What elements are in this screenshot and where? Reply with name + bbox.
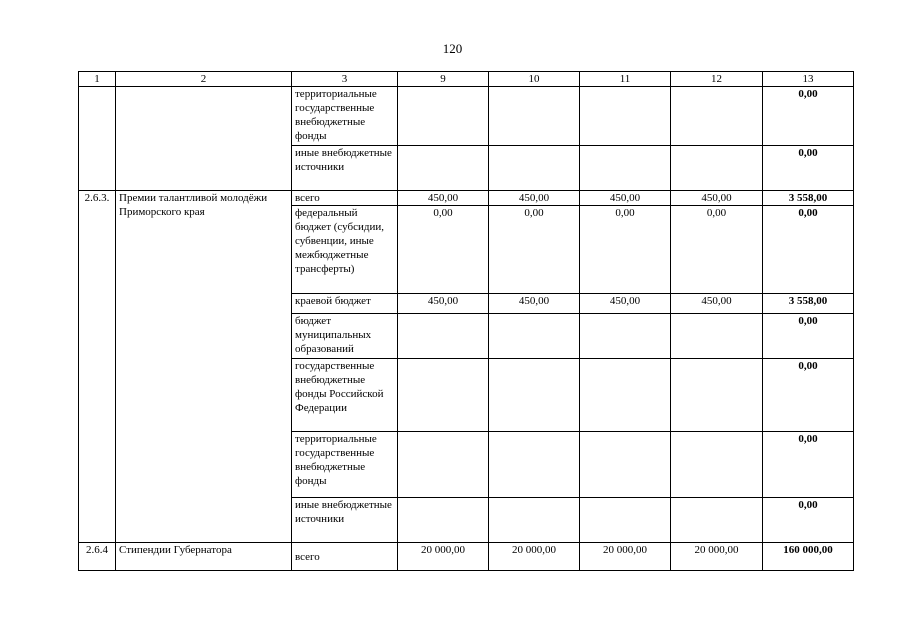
value-cell: 0,00 xyxy=(580,206,671,294)
value-cell xyxy=(580,87,671,146)
header-cell: 11 xyxy=(580,72,671,87)
source-cell: всего xyxy=(292,543,398,571)
total-cell: 0,00 xyxy=(763,314,854,359)
source-cell: федеральный бюджет (субсидии, субвенции, иные межбюджетные трансферты) xyxy=(292,206,398,294)
value-cell xyxy=(489,87,580,146)
header-cell: 3 xyxy=(292,72,398,87)
source-cell: государственные внебюджетные фонды Российской Федерации xyxy=(292,359,398,432)
header-cell: 13 xyxy=(763,72,854,87)
total-cell: 3 558,00 xyxy=(763,191,854,206)
value-cell: 450,00 xyxy=(489,191,580,206)
source-cell: территориальные государственные внебюджетные фонды xyxy=(292,87,398,146)
value-cell xyxy=(398,146,489,191)
name-cell: Премии талантливой молодёжи Приморского края xyxy=(116,191,292,543)
total-cell: 0,00 xyxy=(763,146,854,191)
value-cell xyxy=(580,498,671,543)
value-cell xyxy=(580,146,671,191)
value-cell xyxy=(580,432,671,498)
total-cell: 0,00 xyxy=(763,206,854,294)
value-cell xyxy=(489,359,580,432)
source-cell: территориальные государственные внебюджетные фонды xyxy=(292,432,398,498)
value-cell xyxy=(489,498,580,543)
value-cell xyxy=(398,359,489,432)
code-cell: 2.6.3. xyxy=(79,191,116,543)
value-cell xyxy=(671,146,763,191)
value-cell: 450,00 xyxy=(671,191,763,206)
total-cell: 0,00 xyxy=(763,87,854,146)
value-cell: 450,00 xyxy=(398,191,489,206)
table-row xyxy=(79,543,854,571)
value-cell: 0,00 xyxy=(398,206,489,294)
total-cell: 0,00 xyxy=(763,498,854,543)
value-cell: 450,00 xyxy=(489,294,580,314)
source-cell: краевой бюджет xyxy=(292,294,398,314)
total-cell: 0,00 xyxy=(763,359,854,432)
value-cell: 20 000,00 xyxy=(671,543,763,571)
value-cell: 450,00 xyxy=(671,294,763,314)
table-row xyxy=(79,191,854,206)
total-cell: 0,00 xyxy=(763,432,854,498)
value-cell: 450,00 xyxy=(398,294,489,314)
value-cell xyxy=(671,87,763,146)
value-cell xyxy=(398,87,489,146)
source-cell: бюджет муниципальных образований xyxy=(292,314,398,359)
value-cell xyxy=(671,498,763,543)
header-cell: 9 xyxy=(398,72,489,87)
total-cell: 160 000,00 xyxy=(763,543,854,571)
value-cell xyxy=(398,432,489,498)
value-cell xyxy=(671,359,763,432)
value-cell: 20 000,00 xyxy=(398,543,489,571)
source-cell: иные внебюджетные источники xyxy=(292,498,398,543)
source-cell: иные внебюджетные источники xyxy=(292,146,398,191)
value-cell xyxy=(398,314,489,359)
total-cell: 3 558,00 xyxy=(763,294,854,314)
table-row xyxy=(79,87,854,146)
value-cell xyxy=(489,432,580,498)
name-cell xyxy=(116,87,292,191)
value-cell xyxy=(671,314,763,359)
value-cell: 450,00 xyxy=(580,191,671,206)
code-cell xyxy=(79,87,116,191)
source-cell: всего xyxy=(292,191,398,206)
header-cell: 10 xyxy=(489,72,580,87)
page-number: 120 xyxy=(442,41,463,56)
value-cell xyxy=(580,314,671,359)
name-cell: Стипендии Губернатора xyxy=(116,543,292,571)
value-cell xyxy=(489,314,580,359)
value-cell: 0,00 xyxy=(489,206,580,294)
value-cell: 0,00 xyxy=(671,206,763,294)
header-cell: 1 xyxy=(79,72,116,87)
value-cell: 450,00 xyxy=(580,294,671,314)
header-cell: 2 xyxy=(116,72,292,87)
header-cell: 12 xyxy=(671,72,763,87)
budget-table xyxy=(78,71,854,571)
table-header-row xyxy=(79,72,854,87)
code-cell: 2.6.4 xyxy=(79,543,116,571)
value-cell xyxy=(489,146,580,191)
value-cell xyxy=(398,498,489,543)
value-cell xyxy=(671,432,763,498)
value-cell xyxy=(580,359,671,432)
value-cell: 20 000,00 xyxy=(580,543,671,571)
value-cell: 20 000,00 xyxy=(489,543,580,571)
